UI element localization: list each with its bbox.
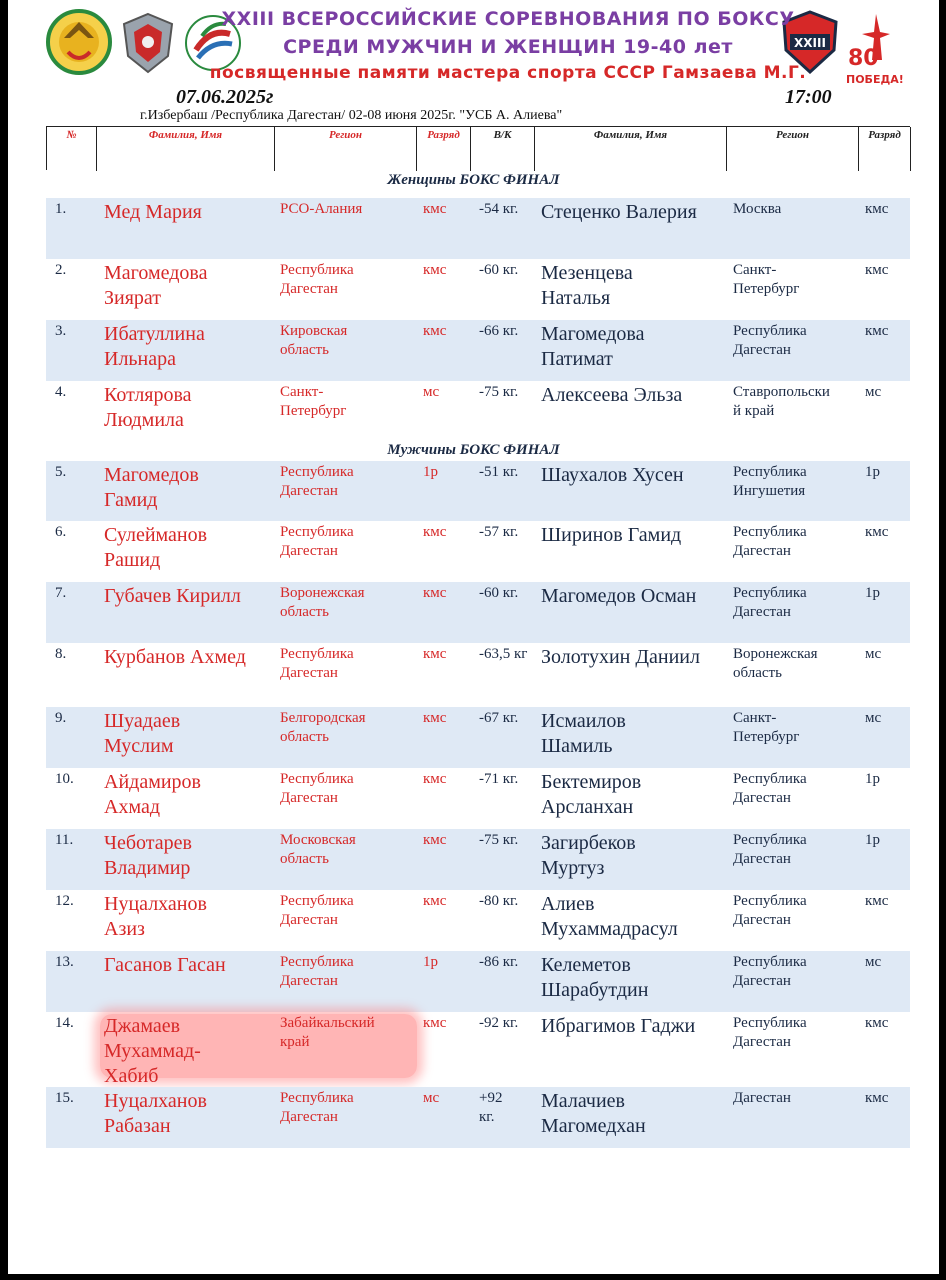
cell-region1: Воронежская область [280,585,365,620]
cell-weight: -80 кг. [479,893,519,909]
cell-rank1: кмс [423,201,447,217]
event-date: 07.06.2025г [176,86,274,108]
cell-num: 7. [55,585,67,601]
cell-rank1: 1р [423,464,438,480]
cell-rank2: кмс [865,524,889,540]
cell-region1: Республика Дагестан [280,893,354,928]
cell-name1: Айдамиров Ахмад [104,771,202,818]
cell-region1: Республика Дагестан [280,646,354,681]
cell-name2: Загирбеков Муртуз [541,832,636,879]
cell-rank2: мс [865,646,882,662]
table-row [46,259,910,320]
cell-name2: Стеценко Валерия [541,201,697,223]
col-name-blue: Фамилия, Имя [535,127,727,171]
cell-rank1: кмс [423,832,447,848]
cell-rank1: кмс [423,585,447,601]
col-name-red: Фамилия, Имя [97,127,275,171]
cell-num: 11. [55,832,74,848]
cell-num: 14. [55,1015,74,1031]
table-row [46,320,910,381]
cell-region1: Республика Дагестан [280,1090,354,1125]
cell-rank2: 1р [865,585,880,601]
cell-num: 2. [55,262,67,278]
col-region-red: Регион [275,127,417,171]
table-row [46,198,910,259]
cell-rank2: кмс [865,893,889,909]
cell-weight: -60 кг. [479,585,519,601]
cell-num: 10. [55,771,74,787]
col-num: № [47,127,97,171]
cell-region1: Санкт- Петербург [280,384,347,419]
cell-weight: -75 кг. [479,832,519,848]
cell-rank2: кмс [865,1015,889,1031]
cell-region1: Республика Дагестан [280,954,354,989]
table-row [46,521,910,582]
cell-region2: Республика Дагестан [733,1015,807,1050]
cell-name1: Губачев Кирилл [104,585,241,607]
cell-name1: Нуцалханов Рабазан [104,1090,207,1137]
cell-region2: Санкт- Петербург [733,262,800,297]
cell-name1: Курбанов Ахмед [104,646,246,668]
cell-rank2: кмс [865,1090,889,1106]
cell-region2: Республика Дагестан [733,832,807,867]
dagestan-coat-of-arms-logo [46,8,112,76]
cell-rank2: 1р [865,771,880,787]
cell-name1: Гасанов Гасан [104,954,226,976]
cell-region2: Дагестан [733,1090,791,1106]
cell-rank1: кмс [423,710,447,726]
cell-region2: Республика Ингушетия [733,464,807,499]
cell-num: 8. [55,646,67,662]
cell-num: 4. [55,384,67,400]
cell-name2: Магомедова Патимат [541,323,645,370]
cell-name1: Сулейманов Рашид [104,524,208,571]
cell-num: 9. [55,710,67,726]
cell-name2: Бектемиров Арсланхан [541,771,642,818]
cell-name1: Ибатуллина Ильнара [104,323,205,370]
cell-name1: Нуцалханов Азиз [104,893,207,940]
cell-name2: Алиев Мухаммадрасул [541,893,678,940]
cell-name1: Магомедов Гамид [104,464,199,511]
tournament-emblem-text: XXIII [794,36,826,50]
cell-rank2: кмс [865,262,889,278]
cell-name2: Исмаилов Шамиль [541,710,626,757]
cell-region2: Санкт- Петербург [733,710,800,745]
victory-number: 80 [848,46,879,71]
section-women: Женщины БОКС ФИНАЛ [387,172,560,188]
cell-weight: -60 кг. [479,262,519,278]
cell-rank2: кмс [865,323,889,339]
cell-region1: Забайкальский край [280,1015,375,1050]
cell-rank2: мс [865,710,882,726]
table-row [46,829,910,890]
title-line-1: XXIII ВСЕРОССИЙСКИЕ СОРЕВНОВАНИЯ ПО БОКСУ [221,8,795,30]
cell-num: 3. [55,323,67,339]
cell-rank1: кмс [423,646,447,662]
cell-weight: -92 кг. [479,1015,519,1031]
cell-region2: Республика Дагестан [733,524,807,559]
cell-num: 13. [55,954,74,970]
event-venue: г.Избербаш /Республика Дагестан/ 02-08 июня 2025г. "УСБ А. Алиева" [140,108,563,123]
cell-region2: Москва [733,201,782,217]
table-row [46,768,910,829]
cell-num: 1. [55,201,67,217]
cell-region2: Ставропольски й край [733,384,830,419]
cell-name2: Ибрагимов Гаджи [541,1015,696,1037]
table-row [46,1087,910,1148]
cell-region1: Республика Дагестан [280,464,354,499]
section-men: Мужчины БОКС ФИНАЛ [387,442,560,458]
cell-name2: Малачиев Магомедхан [541,1090,646,1137]
cell-rank1: кмс [423,524,447,540]
table-row [46,643,910,707]
title-line-2: СРЕДИ МУЖЧИН И ЖЕНЩИН 19-40 лет [283,36,733,58]
cell-num: 12. [55,893,74,909]
cell-rank1: мс [423,1090,440,1106]
cell-rank2: кмс [865,201,889,217]
cell-weight: -51 кг. [479,464,519,480]
cell-region2: Республика Дагестан [733,771,807,806]
cell-region2: Республика Дагестан [733,323,807,358]
cell-name1: Чеботарев Владимир [104,832,192,879]
cell-rank2: 1р [865,832,880,848]
cell-name2: Шаухалов Хусен [541,464,684,486]
col-region-blue: Регион [727,127,859,171]
cell-region1: Республика Дагестан [280,262,354,297]
cell-name1: Мед Мария [104,201,202,223]
cell-rank2: мс [865,954,882,970]
table-row [46,461,910,521]
cell-region1: Республика Дагестан [280,771,354,806]
table-row [46,707,910,768]
cell-weight: -86 кг. [479,954,519,970]
table-row [46,381,910,442]
cell-num: 6. [55,524,67,540]
cell-name1: Шуадаев Муслим [104,710,181,757]
cell-rank2: мс [865,384,882,400]
cell-num: 5. [55,464,67,480]
cell-rank1: кмс [423,323,447,339]
cell-region1: Белгородская область [280,710,366,745]
cell-rank1: кмс [423,1015,447,1031]
table-row [46,890,910,951]
cell-name2: Магомедов Осман [541,585,697,607]
cell-weight: +92 кг. [479,1090,503,1125]
cell-rank1: мс [423,384,440,400]
cell-region2: Республика Дагестан [733,585,807,620]
table-row [46,1012,910,1087]
col-weight: В/К [471,127,535,171]
results-sheet [8,0,939,1274]
cell-name2: Алексеева Эльза [541,384,683,406]
cell-name1: Котлярова Людмила [104,384,192,431]
cell-rank2: 1р [865,464,880,480]
cell-weight: -66 кг. [479,323,519,339]
cell-weight: -71 кг. [479,771,519,787]
cell-weight: -54 кг. [479,201,519,217]
cell-region2: Воронежская область [733,646,818,681]
col-rank-blue: Разряд [859,127,911,171]
table-header [46,126,910,170]
cell-weight: -63,5 кг [479,646,528,662]
cell-rank1: кмс [423,771,447,787]
cell-name2: Келеметов Шарабутдин [541,954,649,1001]
cell-rank1: кмс [423,262,447,278]
cell-weight: -67 кг. [479,710,519,726]
cell-region1: Московская область [280,832,356,867]
cell-region2: Республика Дагестан [733,954,807,989]
cell-region2: Республика Дагестан [733,893,807,928]
table-row [46,951,910,1012]
cell-name2: Мезенцева Наталья [541,262,633,309]
victory-80-logo [846,12,906,96]
cell-region1: Республика Дагестан [280,524,354,559]
cell-region1: РСО-Алания [280,201,363,217]
cell-name2: Ширинов Гамид [541,524,682,546]
title-line-3: посвященные памяти мастера спорта СССР Гамзаева М.Г. [209,63,807,83]
ministry-emblem-logo [120,12,176,74]
cell-name1: Магомедова Зиярат [104,262,208,309]
cell-name2: Золотухин Даниил [541,646,700,668]
event-time: 17:00 [785,86,832,108]
cell-region1: Кировская область [280,323,348,358]
cell-weight: -75 кг. [479,384,519,400]
col-rank-red: Разряд [417,127,471,171]
cell-num: 15. [55,1090,74,1106]
table-row [46,582,910,643]
cell-name1: Джамаев Мухаммад- Хабиб [104,1015,201,1087]
victory-text: ПОБЕДА! [846,73,904,86]
cell-rank1: кмс [423,893,447,909]
cell-rank1: 1р [423,954,438,970]
cell-weight: -57 кг. [479,524,519,540]
